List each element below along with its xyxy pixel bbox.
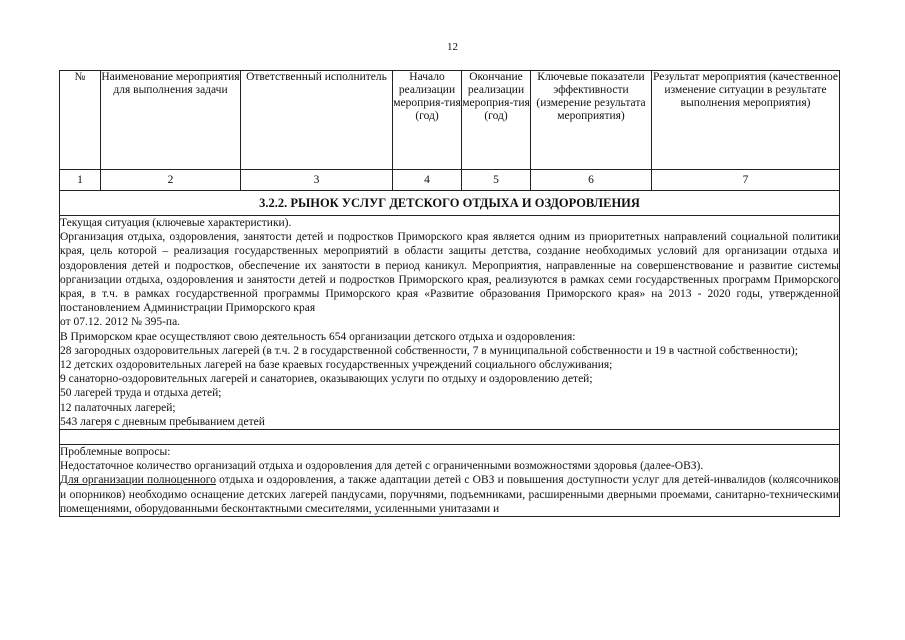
- problems-heading: Проблемные вопросы:: [60, 446, 171, 459]
- problems-row: [60, 445, 840, 517]
- header-responsible: Ответственный исполнитель: [241, 71, 393, 170]
- problems-text: отдыха и оздоровления, а также адаптации детей с ОВЗ и повышения доступности услуг для детей-инвалидов (колясочников и опорников) необходимо оснащение детских лагерей пандусами, поручнями, подъемниками, расширенными дверными проемами, санитарно-техническими помещениями, оборудованными бесконтактными смесителями, усиленными унитазами и: [60, 474, 839, 515]
- header-number: №: [60, 71, 101, 170]
- column-number: 5: [462, 170, 531, 191]
- column-number-row: [60, 170, 840, 191]
- current-situation-cell: [60, 216, 840, 430]
- table-header-row: [60, 71, 840, 170]
- measures-table: [59, 70, 840, 517]
- situation-list-item: 50 лагерей труда и отдыха детей;: [60, 387, 222, 400]
- column-number: 6: [531, 170, 652, 191]
- problems-paragraph: [60, 473, 839, 516]
- situation-list-item: 28 загородных оздоровительных лагерей (в т.ч. 2 в государственной собственности, 7 в муниципальной собственности и 19 в частной собственности);: [60, 344, 798, 357]
- column-number: 2: [101, 170, 241, 191]
- situation-list-item: 12 детских оздоровительных лагерей на базе краевых государственных учреждений социального обслуживания;: [60, 359, 613, 372]
- problems-underlined-text: Для организации полноценного: [60, 474, 216, 487]
- situation-resolution-date: от 07.12. 2012 № 395-па.: [60, 316, 181, 329]
- situation-list-item: 543 лагеря с дневным пребыванием детей: [60, 415, 265, 428]
- problems-cell: [60, 445, 840, 517]
- situation-organizations-count: В Приморском крае осуществляют свою деятельность 654 организации детского отдыха и оздоровления:: [60, 330, 576, 343]
- situation-list-item: 12 палаточных лагерей;: [60, 401, 176, 414]
- column-number: 4: [393, 170, 462, 191]
- situation-list-item: 9 санаторно-оздоровительных лагерей и санаториев, оказывающих услуги по отдыху и оздоровлению детей;: [60, 373, 593, 386]
- header-result: Результат мероприятия (качественное изменение ситуации в результате выполнения мероприятия): [652, 71, 840, 170]
- current-situation-row: [60, 216, 840, 430]
- header-end-year: Окончание реализации мероприя-тия (год): [462, 71, 531, 170]
- spacer-row: [60, 430, 840, 445]
- section-title-row: [60, 191, 840, 216]
- header-kpi: Ключевые показатели эффективности (измерение результата мероприятия): [531, 71, 652, 170]
- situation-heading: Текущая ситуация (ключевые характеристики).: [60, 217, 292, 229]
- spacer-cell: [60, 430, 840, 445]
- situation-paragraph: Организация отдыха, оздоровления, занятости детей и подростков Приморского края является одним из приоритетных направлений социальной политики края, цель которой – реализация государственных мероприятий в области защиты детства, создание необходимых условий для организации отдыха и оздоровления детей и подростков, обеспечение их занятости в период каникул. Мероприятия, направленные на совершенствование и развитие системы организации отдыха, оздоровления и занятости детей и подростков Приморского края, реализуются в рамках семи государственных программ Приморского края, в т.ч. в рамках государственной программы Приморского края «Развитие образования Приморского края» на 2013 - 2020 годы, утвержденной постановлением Администрации Приморского края: [60, 231, 839, 315]
- page-number: 12: [447, 41, 458, 53]
- header-measure-name: Наименование мероприятия для выполнения задачи: [101, 71, 241, 170]
- column-number: 7: [652, 170, 840, 191]
- problems-line: Недостаточное количество организаций отдыха и оздоровления для детей с ограниченными возможностями здоровья (далее-ОВЗ).: [60, 460, 704, 473]
- section-title: 3.2.2. РЫНОК УСЛУГ ДЕТСКОГО ОТДЫХА И ОЗДОРОВЛЕНИЯ: [60, 191, 840, 216]
- header-start-year: Начало реализации мероприя-тия (год): [393, 71, 462, 170]
- column-number: 3: [241, 170, 393, 191]
- column-number: 1: [60, 170, 101, 191]
